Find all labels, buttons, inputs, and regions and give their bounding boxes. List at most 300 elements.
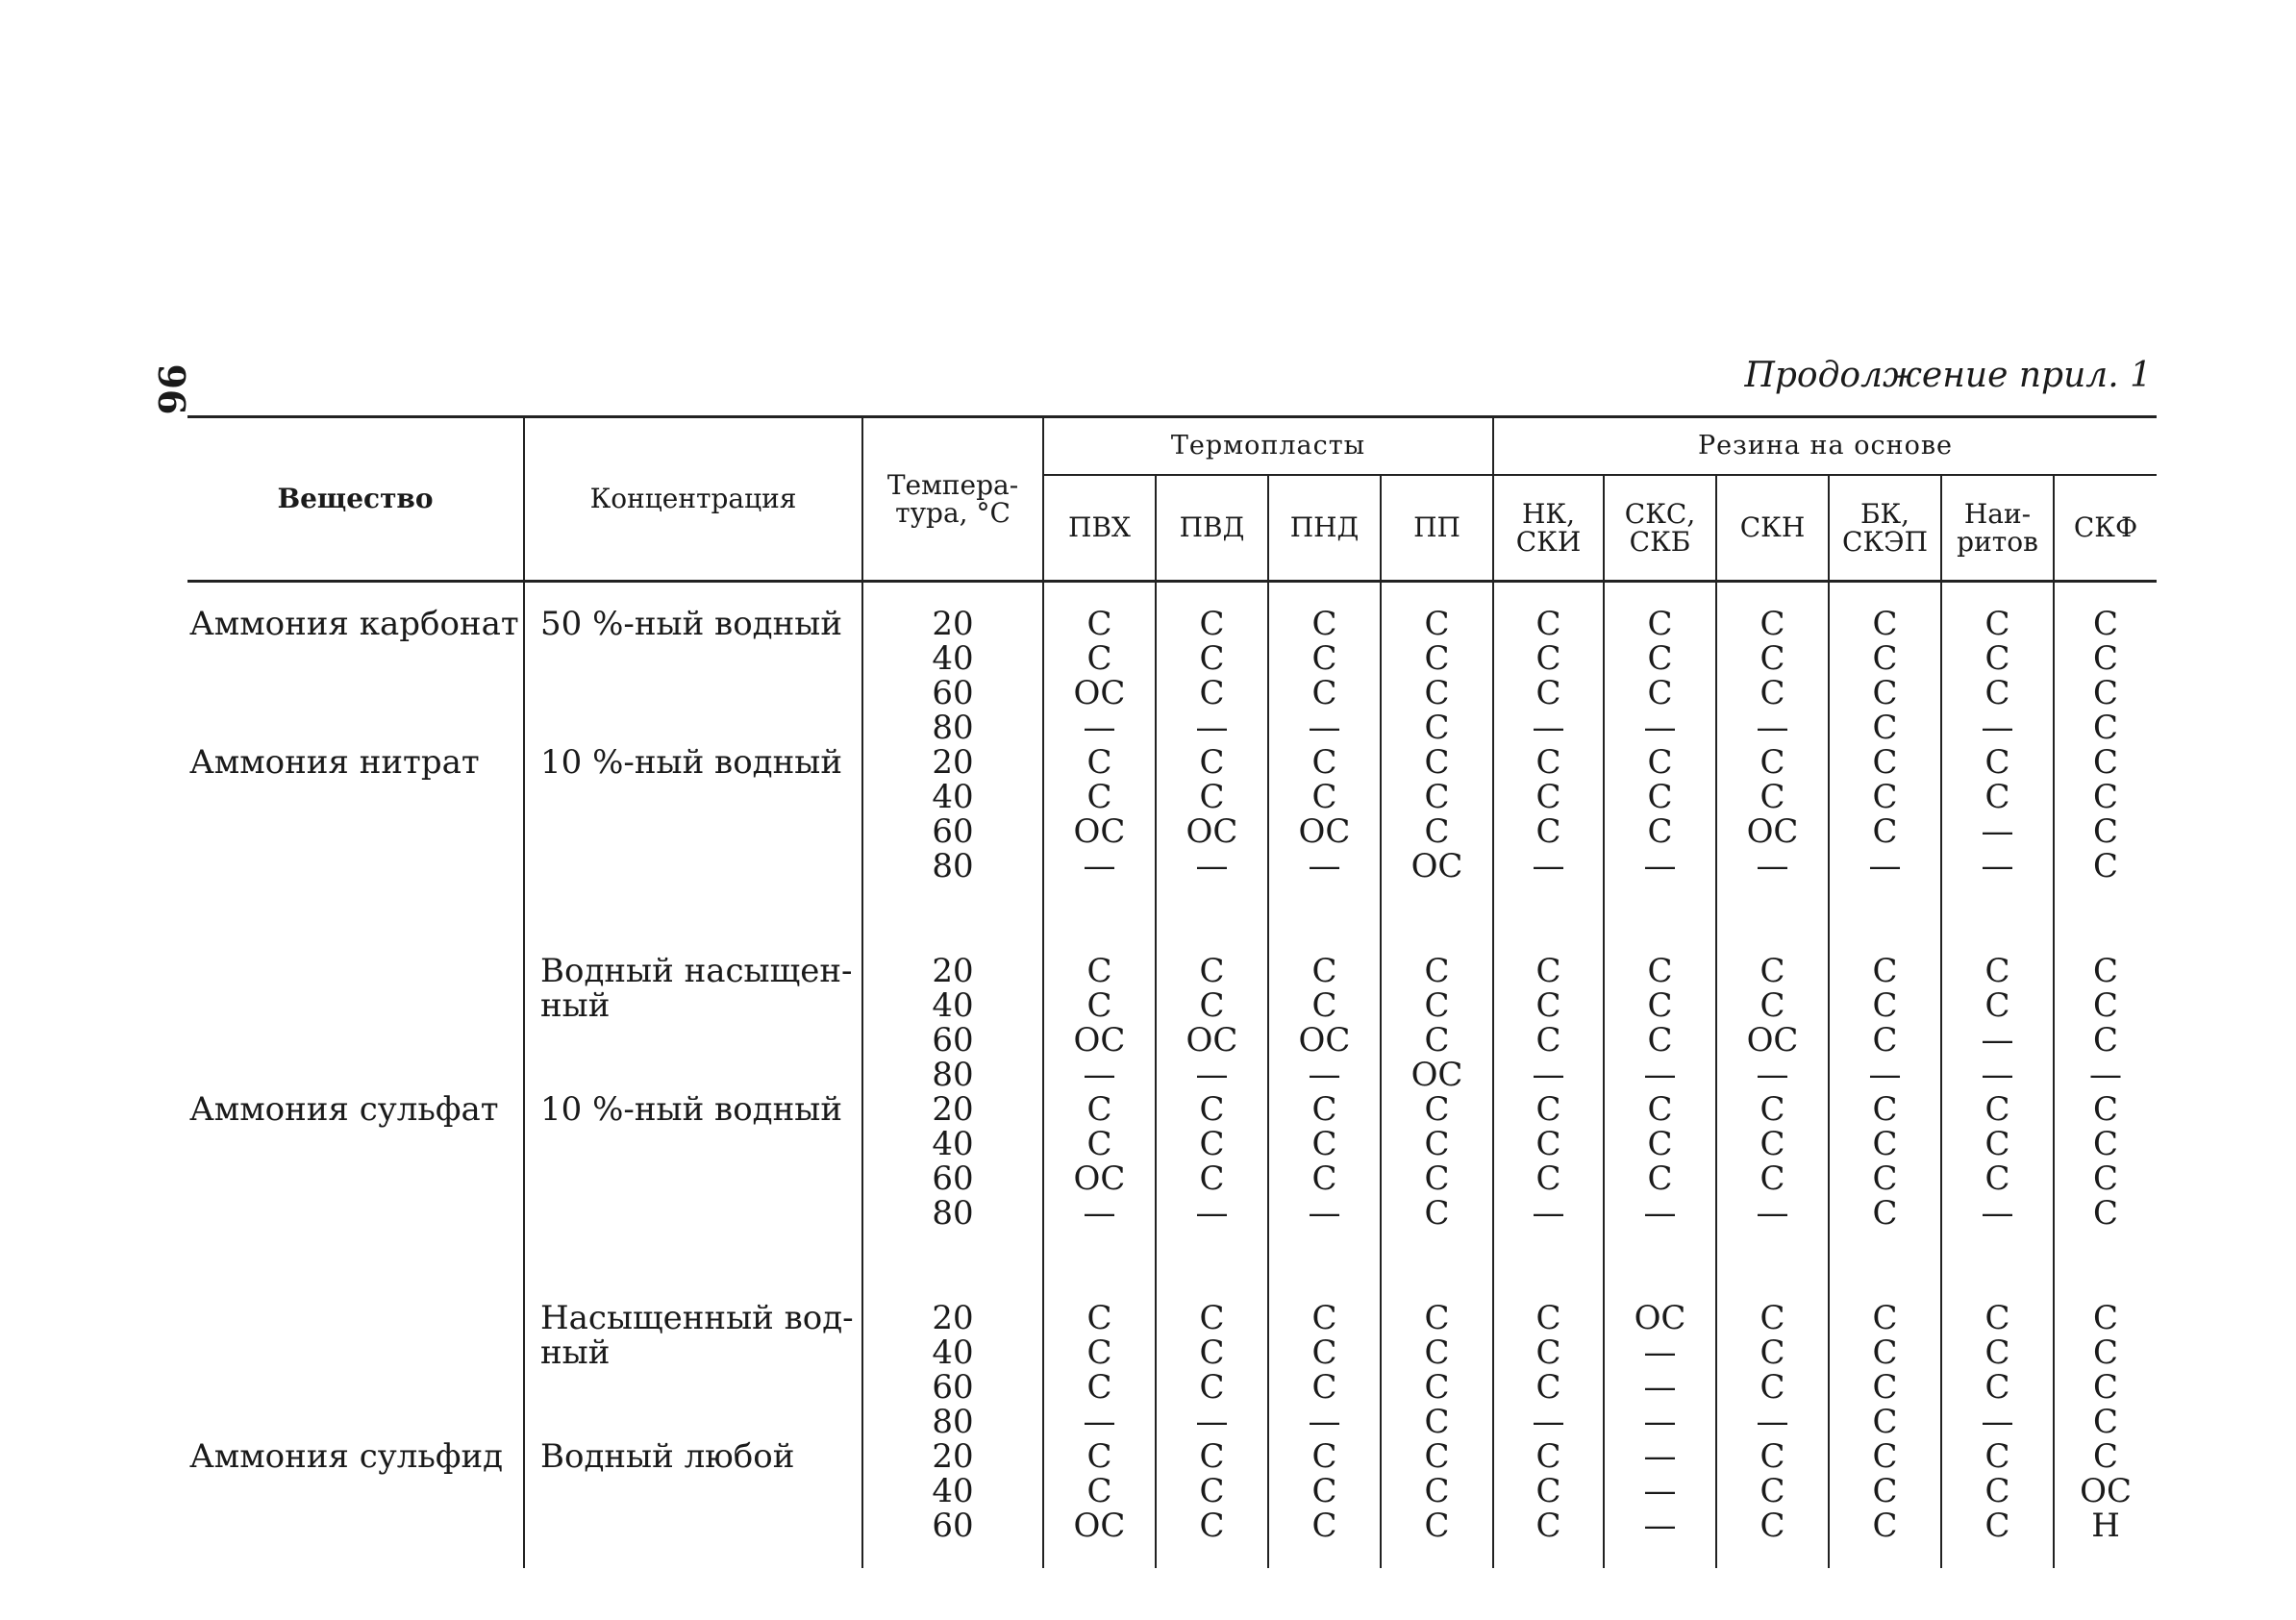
value-column-skn [1716, 582, 1829, 1569]
value-cell: С [1759, 605, 1785, 643]
value-cell: С [1984, 1472, 2010, 1510]
value-cell: С [1424, 1472, 1450, 1510]
temperature-cell: 20 [932, 605, 974, 643]
value-cell: С [1199, 986, 1225, 1025]
value-cell: С [1199, 952, 1225, 990]
value-cell: С [1984, 1333, 2010, 1372]
temperature-cell: 80 [932, 1403, 974, 1441]
value-cell: С [1424, 1333, 1450, 1372]
value-cell: С [1759, 778, 1785, 816]
value-cell: — [1981, 1194, 2014, 1233]
value-cell: С [1759, 1125, 1785, 1163]
value-cell: — [1643, 1472, 1677, 1510]
value-cell: — [1643, 709, 1677, 747]
value-cell: С [1759, 1159, 1785, 1198]
value-column-pvh [1043, 582, 1156, 1569]
value-cell: С [1535, 952, 1561, 990]
value-cell: С [2093, 778, 2119, 816]
value-cell: ОС [1410, 847, 1463, 885]
value-cell: — [1532, 1403, 1565, 1441]
value-cell: С [1535, 1021, 1561, 1059]
continuation-title: Продолжение прил. 1 [1744, 356, 2152, 395]
value-cell: С [1086, 605, 1112, 643]
value-cell: Н [2091, 1507, 2120, 1545]
value-cell: С [1872, 1299, 1898, 1337]
value-cell: С [1872, 1021, 1898, 1059]
value-cell: С [1424, 674, 1450, 712]
page-number: 96 [150, 363, 193, 415]
value-cell: С [1424, 1403, 1450, 1441]
value-cell: С [1424, 1090, 1450, 1129]
substance-cell [187, 1058, 523, 1092]
value-cell: ОС [1073, 812, 1126, 851]
value-cell: — [1308, 1194, 1341, 1233]
value-cell: С [1647, 1159, 1673, 1198]
concentration-cell: 50 %-ный водный [540, 605, 842, 643]
value-cell: С [1424, 1507, 1450, 1545]
value-cell: — [1756, 1403, 1789, 1441]
value-cell: С [1984, 1125, 2010, 1163]
value-cell: С [1872, 743, 1898, 782]
header-col-sks-skb [1604, 475, 1716, 580]
substance-cell [187, 1335, 523, 1370]
value-cell: С [1086, 952, 1112, 990]
value-cell: С [2093, 639, 2119, 678]
substance-cell [187, 849, 523, 884]
substance-cell: Аммония нитрат [189, 743, 480, 782]
value-cell: С [1535, 743, 1561, 782]
value-cell: — [1195, 1194, 1229, 1233]
substance-cell [187, 1474, 523, 1508]
value-cell: С [1759, 1507, 1785, 1545]
value-cell: С [1086, 1437, 1112, 1476]
value-cell: ОС [1073, 1021, 1126, 1059]
temperature-cell: 40 [932, 778, 974, 816]
value-cell: С [1311, 1125, 1337, 1163]
value-cell: С [1311, 605, 1337, 643]
value-cell: С [1759, 674, 1785, 712]
value-cell: С [1872, 1403, 1898, 1441]
value-cell: — [1083, 847, 1116, 885]
value-cell: С [1311, 1159, 1337, 1198]
value-cell: ОС [2080, 1472, 2132, 1510]
value-cell: С [1647, 952, 1673, 990]
value-cell: — [1756, 1194, 1789, 1233]
value-column-pnd [1268, 582, 1381, 1569]
value-cell: С [1647, 1125, 1673, 1163]
concentration-cell: ный [540, 986, 611, 1025]
value-cell: С [1311, 1437, 1337, 1476]
value-cell: — [1643, 1403, 1677, 1441]
substance-cell: Аммония сульфид [189, 1437, 504, 1476]
header-concentration: Концентрация [524, 417, 862, 581]
value-cell: С [1984, 778, 2010, 816]
value-cell: С [1424, 1437, 1450, 1476]
header-col-line1: СКН [1739, 511, 1806, 544]
value-cell: С [1424, 812, 1450, 851]
value-cell: С [1086, 743, 1112, 782]
value-cell: — [1083, 1403, 1116, 1441]
value-cell: С [1759, 986, 1785, 1025]
concentration-cell [525, 1023, 861, 1058]
value-cell: С [1872, 1368, 1898, 1407]
substance-cell: Аммония сульфат [189, 1090, 499, 1129]
value-cell: С [1535, 605, 1561, 643]
header-col-pnd [1268, 475, 1381, 580]
value-cell: С [1199, 1333, 1225, 1372]
header-col-line2: ритов [1957, 526, 2038, 558]
concentration-column [524, 582, 862, 1569]
value-cell: С [1984, 674, 2010, 712]
value-cell: С [1872, 674, 1898, 712]
substance-cell [187, 814, 523, 849]
value-cell: С [1759, 1333, 1785, 1372]
value-cell: ОС [1073, 674, 1126, 712]
value-cell: ОС [1073, 1159, 1126, 1198]
value-cell: С [1984, 605, 2010, 643]
value-cell: С [1759, 743, 1785, 782]
temperature-cell: 20 [932, 952, 974, 990]
value-cell: С [2093, 1437, 2119, 1476]
value-cell: ОС [1298, 1021, 1351, 1059]
substance-cell [187, 1161, 523, 1196]
value-cell: — [1532, 709, 1565, 747]
value-cell: С [1199, 778, 1225, 816]
temperature-column [862, 582, 1043, 1569]
value-cell: — [1643, 1437, 1677, 1476]
substance-cell [187, 710, 523, 745]
temperature-cell: 40 [932, 639, 974, 678]
value-cell: С [1984, 1368, 2010, 1407]
value-cell: С [1872, 1194, 1898, 1233]
value-cell: С [1647, 1090, 1673, 1129]
value-cell: С [1424, 1159, 1450, 1198]
value-cell: С [1984, 986, 2010, 1025]
substance-cell [187, 1127, 523, 1161]
substance-cell [187, 1023, 523, 1058]
value-column-pp [1381, 582, 1493, 1569]
value-cell: ОС [1185, 812, 1238, 851]
header-col-pvd [1156, 475, 1268, 580]
concentration-cell: Водный любой [540, 1437, 795, 1476]
value-cell: С [1199, 1507, 1225, 1545]
value-cell: С [1199, 1437, 1225, 1476]
value-cell: С [1424, 1299, 1450, 1337]
value-cell: — [1643, 847, 1677, 885]
value-cell: С [1535, 639, 1561, 678]
value-cell: — [1981, 1403, 2014, 1441]
value-column-skf [2054, 582, 2157, 1569]
temperature-cell: 80 [932, 709, 974, 747]
value-cell: С [1759, 1437, 1785, 1476]
value-cell: С [2093, 674, 2119, 712]
value-cell: — [2089, 1056, 2123, 1094]
value-cell: ОС [1298, 812, 1351, 851]
concentration-cell [525, 1127, 861, 1161]
value-cell: С [1311, 1090, 1337, 1129]
value-cell: С [1086, 778, 1112, 816]
header-col-nk-ski [1493, 475, 1604, 580]
value-cell: С [1424, 1021, 1450, 1059]
value-cell: ОС [1185, 1021, 1238, 1059]
value-cell: С [1424, 1194, 1450, 1233]
value-cell: С [1647, 778, 1673, 816]
value-cell: С [1086, 1333, 1112, 1372]
value-cell: С [1535, 1125, 1561, 1163]
value-cell: С [1647, 1021, 1673, 1059]
value-cell: С [1424, 952, 1450, 990]
temperature-cell: 60 [932, 1021, 974, 1059]
value-cell: — [1981, 812, 2014, 851]
value-cell: ОС [1410, 1056, 1463, 1094]
value-cell: С [2093, 1090, 2119, 1129]
concentration-cell [525, 1161, 861, 1196]
value-cell: С [1199, 1090, 1225, 1129]
value-cell: С [1535, 1472, 1561, 1510]
value-cell: С [1759, 1368, 1785, 1407]
value-cell: — [1195, 847, 1229, 885]
temperature-cell: 40 [932, 986, 974, 1025]
header-col-line2: СКБ [1629, 526, 1691, 558]
value-cell: С [1086, 986, 1112, 1025]
substance-cell [187, 641, 523, 676]
value-cell: С [2093, 605, 2119, 643]
value-cell: С [1647, 986, 1673, 1025]
header-col-bk-skep [1829, 475, 1941, 580]
value-cell: С [1872, 1437, 1898, 1476]
header-temperature-line2: тура, °С [895, 497, 1011, 529]
value-cell: — [1643, 1333, 1677, 1372]
value-cell: С [1424, 1368, 1450, 1407]
value-cell: — [1756, 1056, 1789, 1094]
value-cell: С [1535, 1507, 1561, 1545]
header-col-line1: ПП [1413, 511, 1460, 544]
value-cell: С [1086, 1472, 1112, 1510]
substance-cell [187, 1301, 523, 1335]
value-cell: С [1086, 1125, 1112, 1163]
value-cell: — [1981, 1056, 2014, 1094]
concentration-cell: ный [540, 1333, 611, 1372]
concentration-cell [525, 710, 861, 745]
temperature-cell: 80 [932, 1194, 974, 1233]
concentration-cell: 10 %-ный водный [540, 743, 842, 782]
value-cell: С [1872, 605, 1898, 643]
concentration-cell [525, 849, 861, 884]
value-cell: С [2093, 812, 2119, 851]
value-cell: С [1311, 1368, 1337, 1407]
resistance-table-grid [187, 415, 2157, 1568]
value-cell: С [1647, 674, 1673, 712]
value-cell: С [1311, 1472, 1337, 1510]
value-cell: С [1872, 778, 1898, 816]
value-cell: С [1535, 1368, 1561, 1407]
header-col-pvh [1043, 475, 1156, 580]
header-col-skn [1716, 475, 1829, 580]
value-cell: С [2093, 847, 2119, 885]
concentration-cell [525, 1196, 861, 1231]
value-cell: С [1424, 743, 1450, 782]
value-cell: С [1424, 778, 1450, 816]
header-col-line1: НК, [1522, 497, 1576, 530]
temperature-cell: 60 [932, 812, 974, 851]
substance-column [187, 582, 524, 1569]
header-col-line1: БК, [1859, 497, 1910, 530]
substance-cell [187, 780, 523, 814]
value-cell: С [1872, 812, 1898, 851]
concentration-cell: Водный насыщен- [540, 952, 853, 990]
substance-cell [187, 954, 523, 988]
header-col-line1: ПВХ [1068, 511, 1131, 544]
value-cell: С [1872, 1333, 1898, 1372]
value-cell: С [1311, 952, 1337, 990]
value-cell: — [1981, 1021, 2014, 1059]
header-group-rubber: Резина на основе [1493, 417, 2157, 476]
value-cell: С [2093, 1194, 2119, 1233]
value-cell: С [2093, 1299, 2119, 1337]
substance-cell [187, 988, 523, 1023]
value-cell: С [1872, 986, 1898, 1025]
value-cell: С [1199, 605, 1225, 643]
value-cell: С [1872, 709, 1898, 747]
temperature-cell: 20 [932, 1437, 974, 1476]
value-cell: С [2093, 1333, 2119, 1372]
temperature-cell: 40 [932, 1125, 974, 1163]
value-cell: ОС [1746, 1021, 1799, 1059]
value-cell: С [2093, 1403, 2119, 1441]
value-cell: С [1647, 812, 1673, 851]
concentration-cell [525, 1058, 861, 1092]
header-col-line2: СКИ [1515, 526, 1582, 558]
value-cell: С [1984, 1090, 2010, 1129]
concentration-cell [525, 1474, 861, 1508]
temperature-cell: 60 [932, 1368, 974, 1407]
value-cell: С [1872, 1507, 1898, 1545]
resistance-table [187, 415, 2157, 1545]
substance-cell [187, 1196, 523, 1231]
value-cell: С [1199, 1125, 1225, 1163]
substance-cell [187, 1370, 523, 1405]
value-cell: С [1311, 1299, 1337, 1337]
value-cell: С [1311, 639, 1337, 678]
substance-cell [187, 1405, 523, 1439]
concentration-cell: 10 %-ный водный [540, 1090, 842, 1129]
value-cell: С [1984, 1299, 2010, 1337]
value-cell: С [1872, 1090, 1898, 1129]
value-cell: — [1756, 709, 1789, 747]
concentration-cell [525, 814, 861, 849]
value-cell: С [2093, 952, 2119, 990]
value-cell: С [1647, 639, 1673, 678]
value-cell: С [2093, 1125, 2119, 1163]
concentration-cell [525, 676, 861, 710]
value-cell: С [1872, 1159, 1898, 1198]
value-cell: С [1086, 1368, 1112, 1407]
temperature-cell: 20 [932, 743, 974, 782]
substance-cell [187, 1508, 523, 1543]
value-cell: — [1532, 847, 1565, 885]
header-col-pp [1381, 475, 1493, 580]
value-column-pvd [1156, 582, 1268, 1569]
value-column-bk-skep [1829, 582, 1941, 1569]
header-col-line1: СКС, [1624, 497, 1696, 530]
value-cell: С [1535, 1299, 1561, 1337]
value-cell: — [1868, 1056, 1902, 1094]
value-cell: С [1984, 952, 2010, 990]
header-col-line1: ПНД [1289, 511, 1360, 544]
temperature-cell: 80 [932, 1056, 974, 1094]
temperature-cell: 20 [932, 1299, 974, 1337]
value-cell: С [1984, 1437, 2010, 1476]
value-cell: — [1981, 709, 2014, 747]
value-column-nk-ski [1493, 582, 1604, 1569]
value-cell: С [1535, 986, 1561, 1025]
value-cell: С [1872, 1125, 1898, 1163]
value-cell: С [1424, 709, 1450, 747]
value-cell: С [1311, 674, 1337, 712]
concentration-cell [525, 1405, 861, 1439]
value-column-sks-skb [1604, 582, 1716, 1569]
value-cell: — [1643, 1507, 1677, 1545]
value-cell: С [1535, 1333, 1561, 1372]
value-cell: — [1756, 847, 1789, 885]
substance-cell: Аммония карбонат [189, 605, 519, 643]
value-cell: С [2093, 1021, 2119, 1059]
value-cell: С [1759, 1299, 1785, 1337]
value-cell: — [1308, 1403, 1341, 1441]
value-cell: С [1984, 639, 2010, 678]
value-cell: С [1535, 674, 1561, 712]
header-col-skf [2054, 475, 2157, 580]
header-temperature [862, 417, 1043, 581]
value-column-nairit [1941, 582, 2054, 1569]
value-cell: С [1535, 778, 1561, 816]
header-col-line1: СКФ [2073, 511, 2138, 544]
value-cell: С [1984, 743, 2010, 782]
value-cell: — [1532, 1056, 1565, 1094]
value-cell: С [1311, 986, 1337, 1025]
value-cell: С [1311, 778, 1337, 816]
value-cell: — [1308, 847, 1341, 885]
value-cell: С [1311, 1333, 1337, 1372]
value-cell: С [1759, 952, 1785, 990]
value-cell: С [1424, 1125, 1450, 1163]
value-cell: С [2093, 986, 2119, 1025]
value-cell: С [1984, 1159, 2010, 1198]
value-cell: — [1981, 847, 2014, 885]
header-col-nairit [1941, 475, 2054, 580]
concentration-cell: Насыщенный вод- [540, 1299, 854, 1337]
value-cell: С [1535, 1437, 1561, 1476]
value-cell: С [1199, 743, 1225, 782]
value-cell: С [1086, 1299, 1112, 1337]
header-group-thermoplastics: Термопласты [1043, 417, 1493, 476]
concentration-cell [525, 641, 861, 676]
temperature-cell: 60 [932, 674, 974, 712]
concentration-cell [525, 1508, 861, 1543]
value-cell: — [1643, 1194, 1677, 1233]
value-cell: — [1195, 1056, 1229, 1094]
header-col-line1: ПВД [1179, 511, 1245, 544]
value-cell: С [1199, 1159, 1225, 1198]
value-cell: С [2093, 743, 2119, 782]
value-cell: С [1424, 605, 1450, 643]
value-cell: С [1199, 1368, 1225, 1407]
value-cell: ОС [1746, 812, 1799, 851]
value-cell: С [1199, 674, 1225, 712]
temperature-cell: 40 [932, 1472, 974, 1510]
value-cell: С [1311, 1507, 1337, 1545]
value-cell: С [1535, 812, 1561, 851]
